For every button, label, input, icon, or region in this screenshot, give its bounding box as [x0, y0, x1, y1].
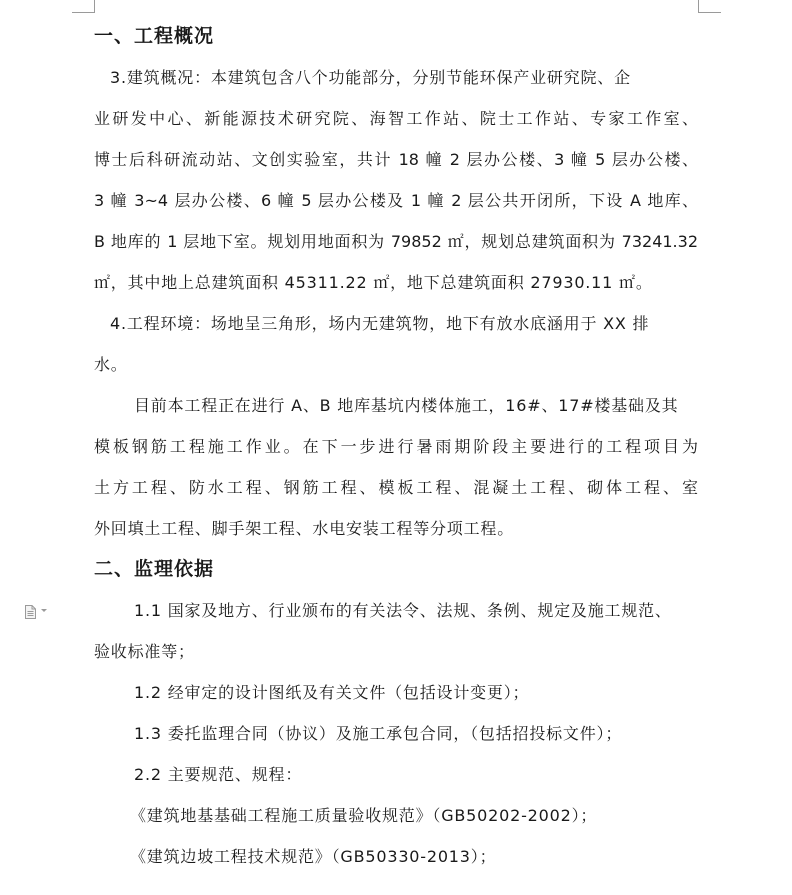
document-icon[interactable] — [25, 605, 36, 619]
paragraph-line: ㎡，其中地上总建筑面积 45311.22 ㎡，地下总建筑面积 27930.11 ㎡。 — [94, 273, 653, 292]
paragraph-line: B 地库的 1 层地下室。规划用地面积为 79852 ㎡，规划总建筑面积为 73241.32 — [94, 232, 698, 251]
paragraph-line: 博士后科研流动站、文创实验室，共计 18 幢 2 层办公楼、3 幢 5 层办公楼、 — [94, 150, 698, 169]
paragraph-line: 业研发中心、新能源技术研究院、海智工作站、院士工作站、专家工作室、 — [94, 109, 698, 128]
paragraph-line: 3 幢 3~4 层办公楼、6 幢 5 层办公楼及 1 幢 2 层公共开闭所，下设 A 地库、 — [94, 191, 698, 210]
list-item: 1.3 委托监理合同（协议）及施工承包合同，（包括招投标文件）； — [134, 724, 623, 743]
crop-mark-top-left — [72, 0, 95, 13]
document-body — [94, 16, 698, 877]
paragraph-line: 模板钢筋工程施工作业。在下一步进行暑雨期阶段主要进行的工程项目为 — [94, 437, 698, 456]
section-heading-supervision-basis: 二、监理依据 — [94, 558, 215, 580]
paragraph-line: 目前本工程正在进行 A、B 地库基坑内楼体施工，16#、17#楼基础及其 — [134, 396, 679, 415]
list-item: 1.2 经审定的设计图纸及有关文件（包括设计变更）； — [134, 683, 530, 702]
list-item: 1.1 国家及地方、行业颁布的有关法令、法规、条例、规定及施工规范、 — [134, 601, 672, 620]
paragraph-line: 4.工程环境：场地呈三角形，场内无建筑物，地下有放水底涵用于 XX 排 — [110, 314, 650, 333]
list-item: 2.2 主要规范、规程： — [134, 765, 303, 784]
list-item: 验收标准等； — [94, 642, 195, 661]
reference-item: 《建筑边坡工程技术规范》（GB50330-2013）； — [130, 847, 497, 866]
paragraph-line: 土方工程、防水工程、钢筋工程、模板工程、混凝土工程、砌体工程、室 — [94, 478, 698, 497]
crop-mark-top-right — [698, 0, 721, 13]
paragraph-line: 3.建筑概况：本建筑包含八个功能部分，分别节能环保产业研究院、企 — [110, 68, 631, 87]
paragraph-line: 外回填土工程、脚手架工程、水电安装工程等分项工程。 — [94, 519, 515, 538]
paragraph-line: 水。 — [94, 355, 128, 374]
reference-item: 《建筑地基基础工程施工质量验收规范》（GB50202-2002）； — [130, 806, 598, 825]
chevron-down-icon[interactable] — [41, 609, 47, 612]
section-heading-project-overview: 一、工程概况 — [94, 25, 215, 47]
